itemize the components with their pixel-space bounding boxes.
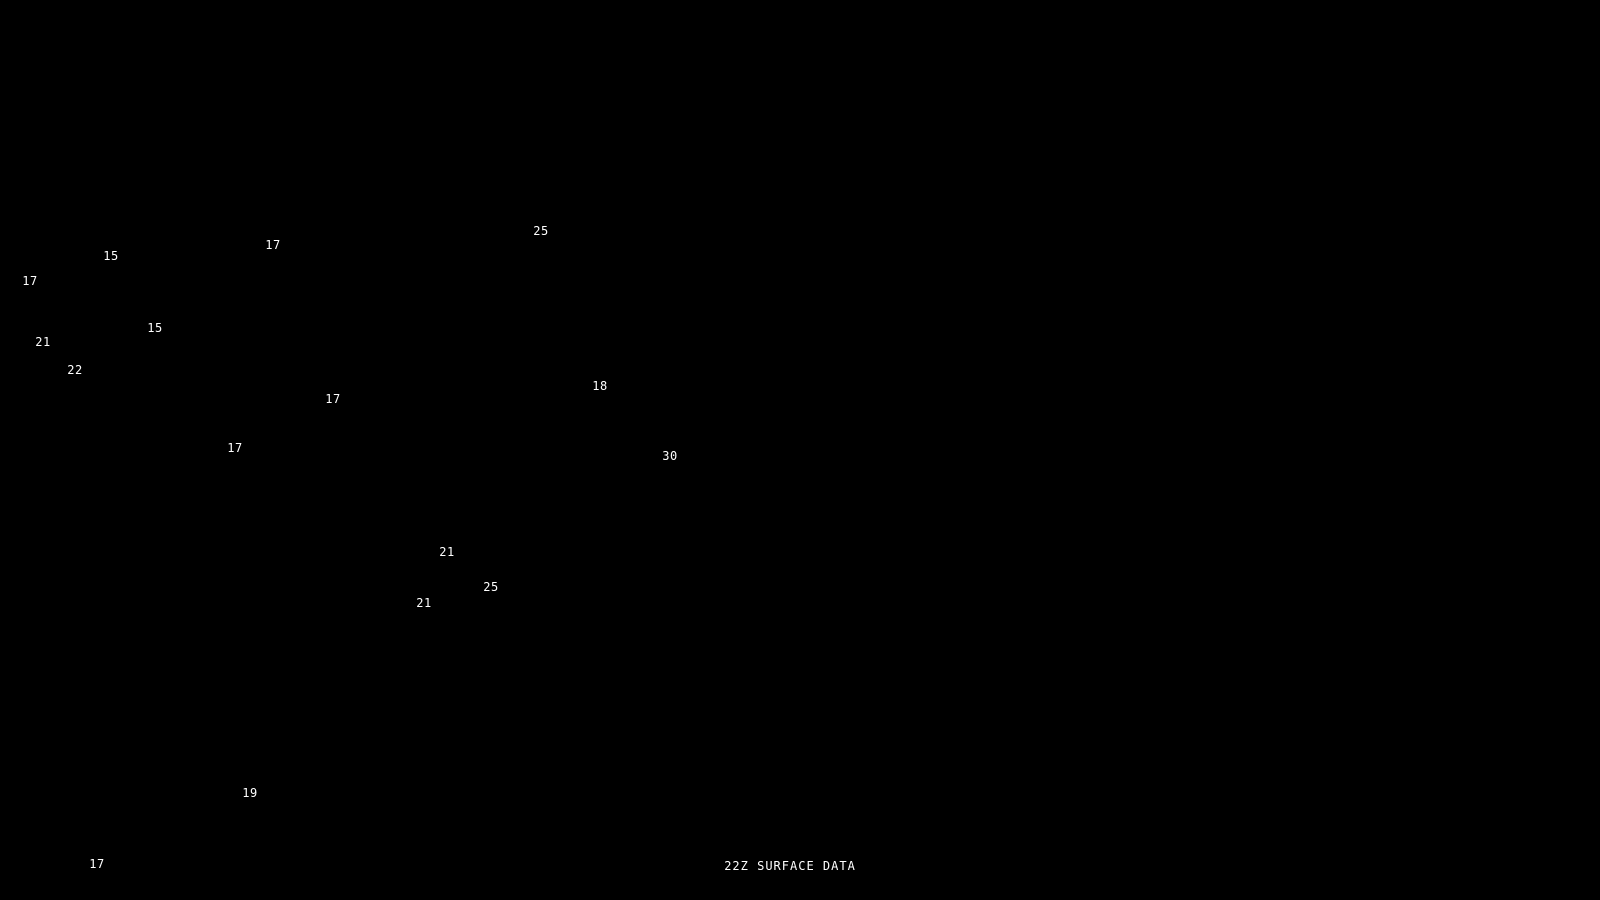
station-observation: 22 xyxy=(67,363,83,377)
station-observation: 30 xyxy=(662,449,678,463)
station-observation: 17 xyxy=(227,441,243,455)
station-observation: 17 xyxy=(22,274,38,288)
station-observation: 19 xyxy=(242,786,258,800)
station-observation: 18 xyxy=(592,379,608,393)
map-title: 22Z SURFACE DATA xyxy=(724,859,856,873)
station-observation: 25 xyxy=(533,224,549,238)
station-observation: 21 xyxy=(35,335,51,349)
station-observation: 21 xyxy=(416,596,432,610)
station-observation: 15 xyxy=(147,321,163,335)
station-observation: 25 xyxy=(483,580,499,594)
station-observation: 17 xyxy=(325,392,341,406)
station-observation: 17 xyxy=(89,857,105,871)
station-observation: 15 xyxy=(103,249,119,263)
station-observation: 21 xyxy=(439,545,455,559)
station-observation: 17 xyxy=(265,238,281,252)
